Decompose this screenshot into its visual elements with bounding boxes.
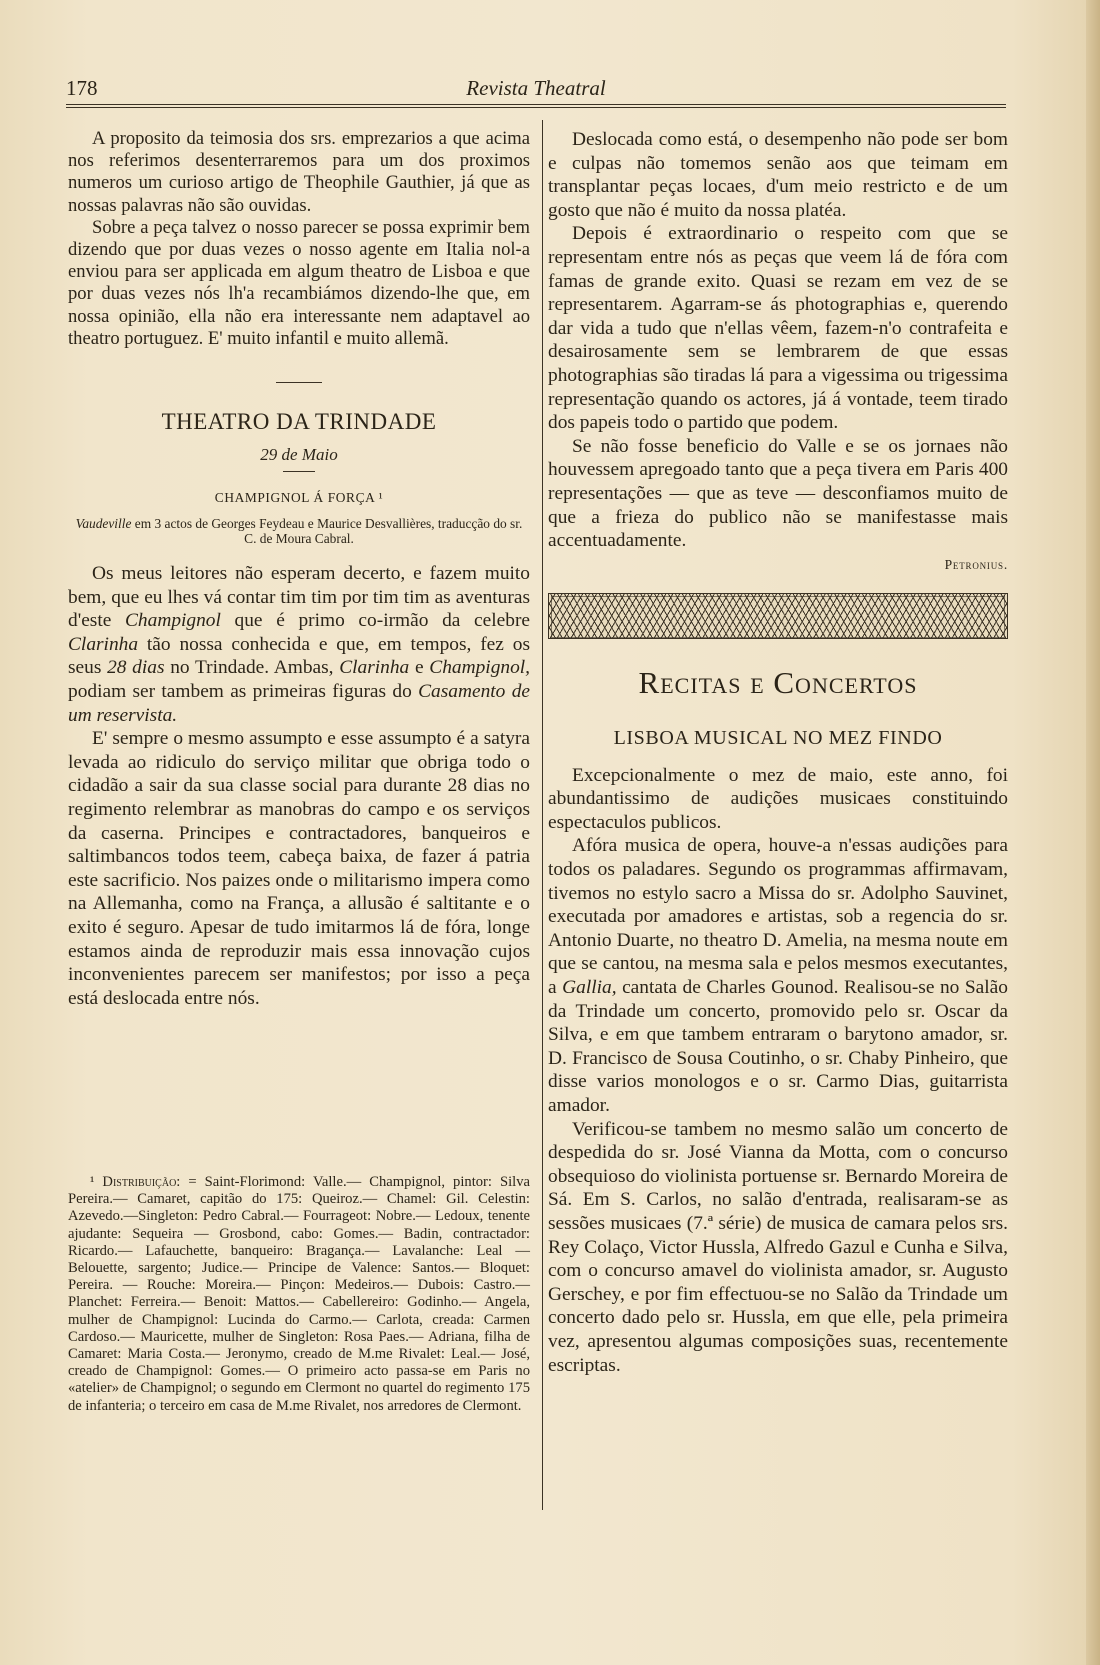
running-title: Revista Theatral — [466, 76, 606, 100]
text-italic: Champignol, — [429, 657, 531, 679]
right-paragraph-6 — [548, 834, 1008, 1117]
lisboa-musical-heading: LISBOA MUSICAL NO MEZ FINDO — [613, 726, 943, 749]
footnote-mark: ¹ — [90, 1174, 103, 1190]
text-run: e — [409, 657, 430, 679]
text-italic: Casamento de um reservista. — [68, 681, 530, 726]
date-dash — [283, 471, 315, 472]
page-number: 178 — [66, 76, 98, 100]
right-paragraph-3: Se não fosse beneficio do Valle e se os jornaes não houvessem apregoado tanto que a peça tivera em Paris 400 representações — que as teve — desconfiamos muito de que a frieza do publico não se manifestasse mais accentuadamente. — [548, 435, 1008, 552]
text-run: tão nossa conhecida e que, em tempos, fez os seus — [68, 633, 530, 679]
play-credits — [68, 516, 530, 546]
signature-petronius: Petronius. — [944, 556, 1008, 572]
play-title: CHAMPIGNOL Á FORÇA ¹ — [214, 490, 384, 506]
text-run: Os meus leitores não esperam decerto, e fazem muito bem, que eu lhes vá contar tim tim por tim tim as aventuras d'este — [68, 563, 530, 632]
page-header — [66, 76, 1006, 106]
text-run: Afóra musica de opera, houve-a n'essas audições para todos os paladares. Segundo os programmas affirmavam, tivemos no estylo sacro a Missa do sr. Adolpho Sauvinet, executada por amadores e artistas, sob a regencia do sr. Antonio Duarte, no theatro D. Amelia, na mesma noute em que se cantou, na mesma sala e pelos mesmos executantes, a — [548, 835, 1008, 999]
footnote-body: : = Saint-Florimond: Valle.— Champignol, pintor: Silva Pereira.— Camaret, capitão do 175: Queiroz.— Chamel: Gil. Celestin: Azevedo.—Singleton: Pedro Cabral.— Fourrageot: Nobre.— Ledoux, tenente ajudante: Sequeira — Grosbond, cabo: Gomes.— Badin, contractador: Ricardo.— Lafauchette, banqueiro: Bragança.— Lavalanche: Leal — Belouette, sargento; Judice.— Principe de Valence: Santos.— Bloquet: Pereira. — Rouche: Moreira.— Pinçon: Medeiros.— Dubois: Castro.— Planchet: Ferreira.— Benoit: Mattos.— Cabellereiro: Godinho.— Angela, mulher de Champignol: Lucinda do Carmo.— Carlota, creada: Carmen Cardoso.— Mauricette, mulher de Singleton: Rosa Paes.— Adriana, filha de Camaret: Maria Costa.— Jeronymo, creado de M.me Rivalet: Leal.— José, creado de Champignol: Gomes.— O primeiro acto passa-se em Paris no «atelier» de Champignol; o segundo em Clermont no quartel do regimento 175 de infanteria; o terceiro em casa de M.me Rivalet, nos arredores de Clermont. — [68, 1174, 530, 1414]
vaudeville-word: Vaudeville — [75, 516, 132, 532]
ornamental-border — [548, 593, 1008, 639]
text-italic: Clarinha — [68, 633, 139, 655]
text-italic: Gallia, — [562, 977, 617, 999]
right-paragraph-5: Excepcionalmente o mez de maio, este anno, foi abundantissimo de audições musicaes constituindo espectaculos publicos. — [548, 764, 1008, 833]
column-divider — [542, 120, 543, 1510]
theatro-trindade-heading: THEATRO DA TRINDADE — [161, 409, 437, 435]
left-paragraph-2: Sobre a peça talvez o nosso parecer se possa exprimir bem dizendo que por duas vezes o nosso agente em Italia nol-a enviou para ser applicada em algum theatro de Lisboa e que por duas vezes nós lh'a recambiámos dizendo-lhe que, em nossa opinião, ella não era interessante nem adaptavel ao theatro portuguez. E' muito infantil e muito allemã. — [68, 216, 530, 349]
header-rule-2 — [66, 107, 1006, 108]
footnote-text — [68, 1174, 530, 1415]
right-paragraph-2: Depois é extraordinario o respeito com que se representam entre nós as peças que veem lá de fóra com famas de grande exito. Quasi se rezam em vez de se representarem. Agarram-se ás photographias e, querendo dar vida a tudo que n'ellas vêem, fazem-n'o contrafeita e desairosamente sem se lembrarem de que essas photographias são tiradas lá para a vigessima ou trigessima representação quando os actores, já á vontade, teem tirado dos papeis todo o partido que podem. — [548, 223, 1008, 434]
text-run: que é primo co-irmão da celebre — [220, 610, 531, 632]
play-credits-text: em 3 actos de Georges Feydeau e Maurice Desvallières, traducção do sr. C. de Moura Cabral. — [131, 516, 523, 547]
left-paragraph-1: A proposito da teimosia dos srs. emprezarios a que acima nos referimos desenterraremos para um dos proximos numeros um curioso artigo de Theophile Gauthier, já que as nossas palavras não são ouvidas. — [68, 128, 530, 216]
text-italic: 28 dias — [107, 657, 165, 679]
header-rule — [66, 104, 1006, 105]
text-italic: Champignol — [125, 610, 221, 632]
left-column — [68, 128, 530, 1010]
right-column — [548, 128, 1008, 1377]
footnote — [68, 1174, 530, 1415]
left-paragraph-4: E' sempre o mesmo assumpto e esse assumpto é a satyra levada ao ridiculo do serviço militar que obriga todo o cidadão a sair da sua classe social para durante 28 dias no regimento relembrar as manobras do campo e os serviços da caserna. Principes e contractadores, banqueiros e saltimbancos todos teem, cabeça baixa, de fazer á patria este sacrificio. Nos paizes onde o militarismo impera como na Allemanha, como na França, a allusão é saltitante e o exito é seguro. Apesar de tudo imitarmos lá de fóra, longe estamos ainda de reproduzir mais essa innovação cujos inconvenientes parecem ser manifestos; por isso a peça está deslocada entre nós. — [68, 728, 530, 1009]
recitas-concertos-heading: Recitas e Concertos — [638, 664, 918, 700]
right-paragraph-1: Deslocada como está, o desempenho não pode ser bom e culpas não tomemos senão aos que teimam em transplantar peças locaes, d'um meio restricto e de um gosto que não é muito da nossa platéa. — [548, 129, 1008, 221]
ornament-inner — [551, 596, 1005, 638]
text-run: cantata de Charles Gounod. Realisou-se no Salão da Trindade um concerto, promovido pelo sr. Oscar da Silva, e em que tambem entraram o barytono amador, sr. D. Francisco de Sousa Coutinho, o sr. Chaby Pinheiro, que disse varios monologos e o sr. Carmo Dias, guitarrista amador. — [548, 977, 1008, 1116]
left-paragraph-3 — [68, 562, 530, 727]
review-date: 29 de Maio — [260, 445, 338, 465]
footnote-label: Distribuição — [102, 1174, 177, 1190]
text-italic: Clarinha — [339, 657, 410, 679]
text-run: no Trindade. Ambas, — [164, 657, 340, 679]
section-dash — [276, 382, 322, 383]
page-edge — [1086, 0, 1100, 1665]
text-run: podiam ser tambem as primeiras figuras do — [68, 681, 419, 702]
right-paragraph-7: Verificou-se tambem no mesmo salão um concerto de despedida do sr. José Vianna da Motta, com o concurso obsequioso do violinista portuense sr. Bernardo Moreira de Sá. Em S. Carlos, no salão d'entrada, realisaram-se as sessões musicaes (7.ª série) de musica de camara pelos srs. Rey Colaço, Victor Hussla, Alfredo Gazul e Cunha e Silva, com o concurso amavel do violinista amador, sr. Augusto Gerschey, e por fim effectuou-se no Salão da Trindade um concerto dado pelo sr. Hussla, em que elle, pela primeira vez, apresentou algumas composições suas, recentemente escriptas. — [548, 1118, 1008, 1376]
